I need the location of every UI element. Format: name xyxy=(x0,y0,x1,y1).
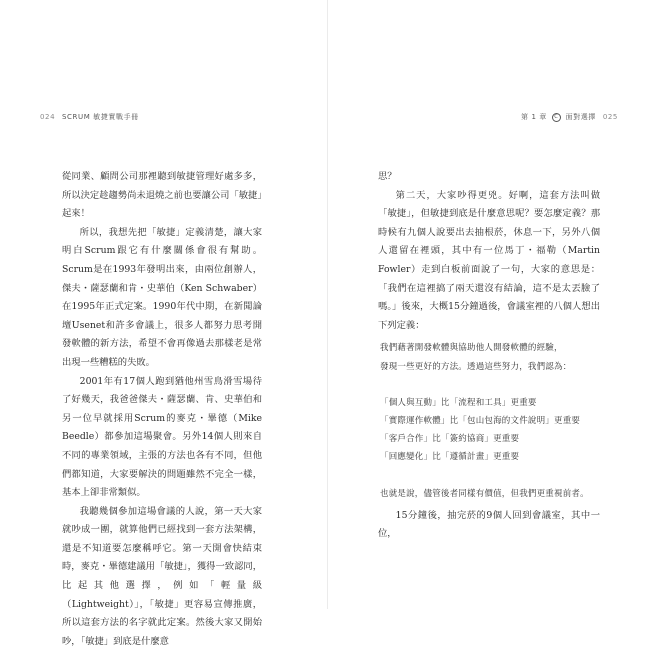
agile-manifesto-quote xyxy=(380,339,600,502)
left-page-number: 024 xyxy=(40,113,56,121)
paragraph: 第二天，大家吵得更兇。好啊，這套方法叫做「敏捷」，但敏捷到底是什麼意思呢？要怎麼定義？那時候有九個人說要出去抽根菸，休息一下，另外八個人還留在裡頭，其中有一位馬丁・福勒（Martin Fowler）走到白板前面說了一句，大家的意思是：「我們在這裡搞了兩天還沒有結論，這不是太丟臉了嗎。」後來，大概15分鐘過後，會議室裡的八個人想出下列定義： xyxy=(378,189,600,331)
chapter-title: 面對選擇 xyxy=(565,113,596,121)
manifesto-value: 「個人與互動」比「流程和工具」更重要 xyxy=(380,397,537,408)
paragraph: 我聽幾個參加這場會議的人說，第一天大家就吵成一團，就算他們已經找到一套方法架構，還是不知道要怎麼稱呼它。第一天開會快結束時，麥克・畢德建議用「敏捷」，獲得一致認同，比起其他選擇，例如「輕量級（Lightweight）」，「敏捷」更容易宣傳推廣，所以這套方法的名字就此定案。然後大家又開始吵，「敏捷」到底是什麼意 xyxy=(62,505,262,647)
paragraph-continuation: 思？ xyxy=(378,171,397,182)
paragraph: 2001年有17個人跑到猶他州雪鳥滑雪場待了好幾天，我爸爸傑夫・薩瑟蘭、肯、史華伯和另一位早就採用Scrum的麥克・畢德（Mike Beedle）都參加這場聚會。另外14個人則來自不同的專業領域，主張的方法也各有不同，但他們都知道，大家要解決的問題雖然不完全一樣，基本上卻非常類似。 xyxy=(62,375,262,499)
manifesto-value: 「實際運作軟體」比「包山包海的文件說明」更重要 xyxy=(380,415,581,426)
manifesto-intro: 發現一些更好的方法。透過這些努力，我們認為： xyxy=(380,361,572,372)
page-gutter xyxy=(327,0,328,609)
right-page-number: 025 xyxy=(602,113,618,121)
manifesto-value: 「客戶合作」比「簽約協商」更重要 xyxy=(380,434,520,445)
right-running-header xyxy=(521,112,622,122)
chapter-mark-icon: C xyxy=(552,113,561,122)
right-page-body xyxy=(378,168,600,544)
left-running-header xyxy=(36,112,139,122)
left-page-body xyxy=(62,168,262,651)
manifesto-value: 「回應變化」比「遵循計畫」更重要 xyxy=(380,452,520,463)
book-title: SCRUM 敏捷實戰手冊 xyxy=(62,113,139,121)
manifesto-closing: 也就是說，儘管後者同樣有價值，但我們更重視前者。 xyxy=(380,488,589,499)
chapter-prefix: 第 1 章 xyxy=(521,113,547,121)
manifesto-intro: 我們藉著開發軟體與協助他人開發軟體的經驗， xyxy=(380,343,563,354)
paragraph: 所以，我想先把「敏捷」定義清楚，讓大家明白Scrum跟它有什麼關係會很有幫助。Scrum是在1993年發明出來，由兩位創辦人，傑夫・薩瑟蘭和肯・史華伯（Ken Schwaber）在1995年正式定案。1990年代中期，在新聞論壇Usenet和許多會議上，很多人都努力思考開發軟體的新方法，希望不會再像過去那樣老是常出現一些糟糕的失敗。 xyxy=(62,226,262,368)
paragraph: 從同業、顧問公司那裡聽到敏捷管理好處多多，所以決定趁趨勢尚未退燒之前也要讓公司「敏捷」起來！ xyxy=(62,171,262,220)
paragraph: 15分鐘後，抽完菸的9個人回到會議室，其中一位， xyxy=(378,509,600,540)
